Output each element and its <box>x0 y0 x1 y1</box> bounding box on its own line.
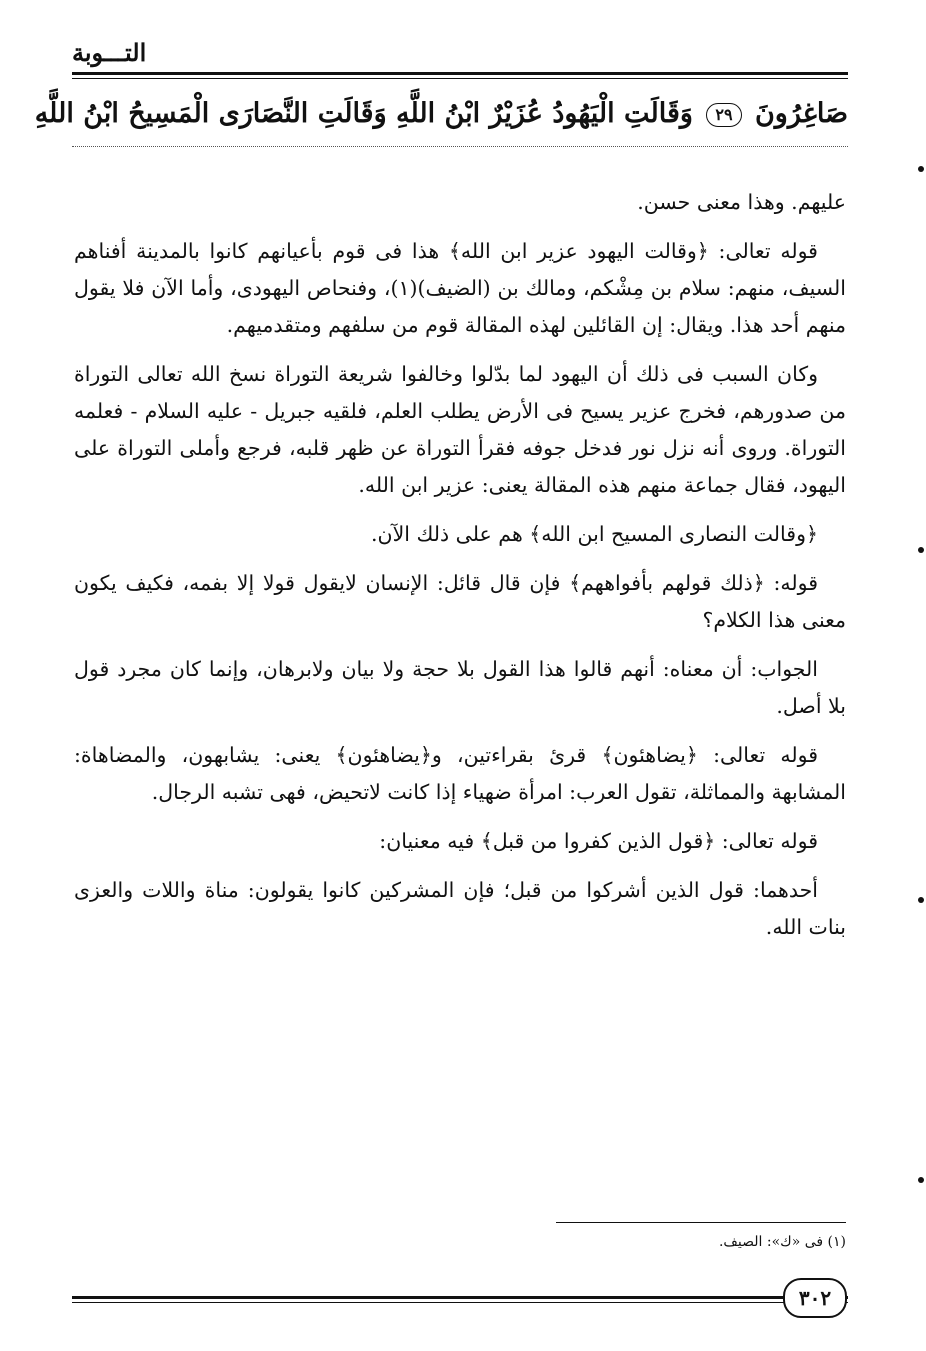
paragraph: الجواب: أن معناه: أنهم قالوا هذا القول بلا حجة ولا بيان ولابرهان، وإنما كان مجرد قول بلا أصل. <box>74 657 846 718</box>
verse-number-marker: ٢٩ <box>706 103 741 127</box>
footer-rule-thick <box>72 1296 848 1299</box>
running-header <box>72 38 848 78</box>
paragraph: قوله تعالى: ﴿يضاهئون﴾ قرئ بقراءتين، و﴿يضاهئون﴾ يعنى: يشابهون، والمضاهاة: المشابهة والمماثلة، تقول العرب: امرأة ضهياء إذا كانت لاتحيض، فهى تشبه الرجال. <box>74 743 846 804</box>
margin-dot <box>918 547 924 553</box>
header-rule-thick <box>72 72 848 75</box>
page-number: ٣٠٢ <box>783 1278 847 1318</box>
commentary-body <box>74 184 846 958</box>
verse-divider <box>72 146 848 147</box>
paragraph: ﴿وقالت النصارى المسيح ابن الله﴾ هم على ذلك الآن. <box>371 522 818 546</box>
verse-text-next: وَقَالَتِ الْيَهُودُ عُزَيْرٌ ابْنُ اللَّهِ وَقَالَتِ النَّصَارَى الْمَسِيحُ ابْنُ اللَّهِ <box>34 98 693 129</box>
footer-rules <box>72 1296 848 1303</box>
paragraph: أحدهما: قول الذين أشركوا من قبل؛ فإن المشركين كانوا يقولون: مناة واللات والعزى بنات الله. <box>74 878 846 939</box>
paragraph: عليهم. وهذا معنى حسن. <box>637 190 846 214</box>
margin-dot <box>918 166 924 172</box>
paragraph: قوله تعالى: ﴿قول الذين كفروا من قبل﴾ فيه معنيان: <box>379 829 818 853</box>
margin-dot <box>918 897 924 903</box>
footnote-separator <box>556 1222 846 1223</box>
paragraph: وكان السبب فى ذلك أن اليهود لما بدّلوا وخالفوا شريعة التوراة نسخ الله تعالى التوراة من صدورهم، فخرج عزير يسيح فى الأرض يطلب العلم، فلقيه جبريل - عليه السلام - فعلمه التوراة. وروى أنه نزل نور فدخل جوفه فقرأ التوراة عن ظهر قلبه، فرجع وأملى التوراة على اليهود، فقال جماعة منهم هذه المقالة يعنى: عزير ابن الله. <box>74 362 846 497</box>
paragraph: قوله تعالى: ﴿وقالت اليهود عزير ابن الله﴾ هذا فى قوم بأعيانهم كانوا بالمدينة أفناهم السيف، منهم: سلام بن مِشْكم، ومالك بن (الضيف)(١)، وفنحاص اليهودى، وأما الآن فلا يقول منهم أحد هذا. ويقال: إن القائلين لهذه المقالة قوم من سلفهم ومتقدميهم. <box>74 239 847 337</box>
footnote: (١) فى «ك»: الصيف. <box>718 1234 846 1250</box>
margin-dot <box>918 1177 924 1183</box>
footer-rule-thin <box>72 1302 848 1303</box>
header-rule-thin <box>72 78 848 79</box>
surah-title: التـــوبة <box>72 38 147 67</box>
quran-verse-line <box>34 92 848 136</box>
verse-text-end: صَاغِرُونَ <box>754 98 848 129</box>
paragraph: قوله: ﴿ذلك قولهم بأفواههم﴾ فإن قال قائل: الإنسان لايقول قولا إلا بفمه، فكيف يكون معنى هذا الكلام؟ <box>74 571 846 632</box>
